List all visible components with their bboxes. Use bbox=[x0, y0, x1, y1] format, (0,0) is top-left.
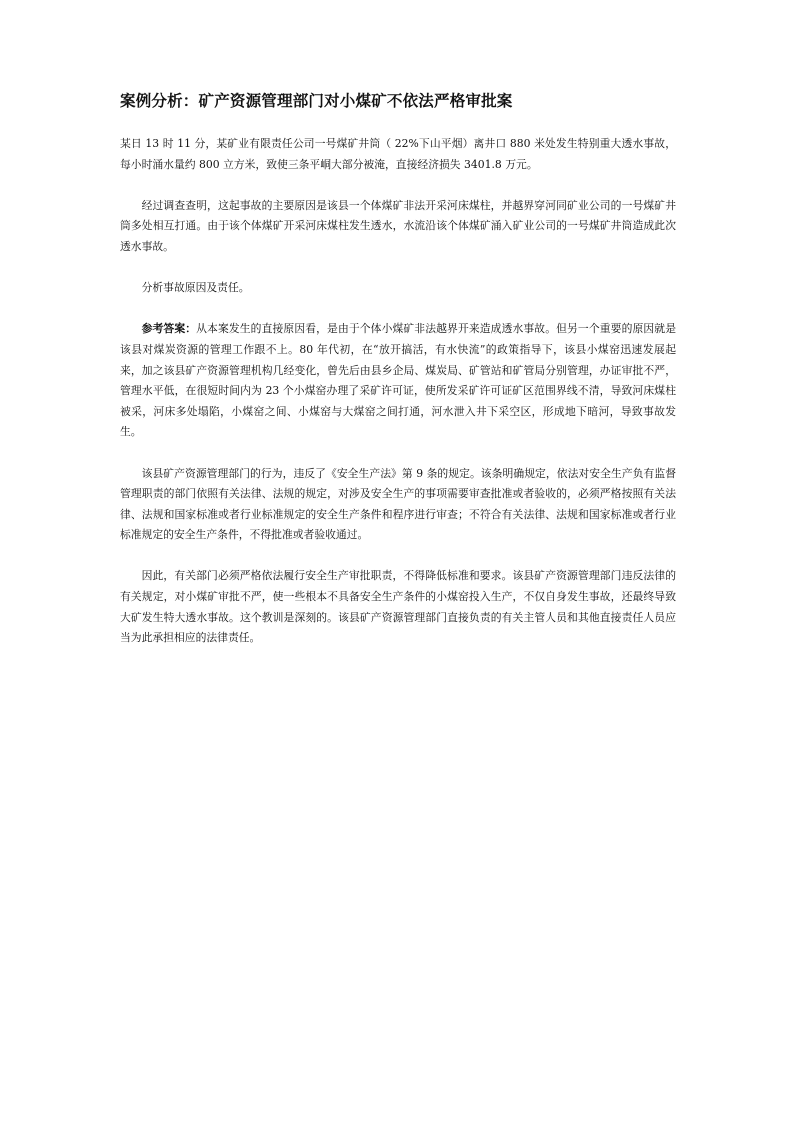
paragraph-text: 分析事故原因及责任。 bbox=[141, 281, 250, 295]
paragraph-law bbox=[120, 464, 676, 546]
paragraph-text: 该县矿产资源管理部门的行为，违反了《安全生产法》第 9 条的规定。该条明确规定，依法对安全生产负有监督管理职责的部门依照有关法律、法规的规定，对涉及安全生产的事项需要审查批准或者验收的，必须严格按照有关法律、法规和国家标准或者行业标准规定的安全生产条件和程序进行审查；不符合有关法律、法规和国家标准或者行业标准规定的安全生产条件，不得批准或者验收通过。 bbox=[120, 466, 676, 542]
paragraph-incident bbox=[120, 134, 676, 175]
paragraph-text: 从本案发生的直接原因看，是由于个体小煤矿非法越界开来造成透水事故。但另一个重要的原因就是该县对煤炭资源的管理工作跟不上。80 年代初，在“放开搞活，有水快流”的政策指导下，该县小煤窑迅速发展起来，加之该县矿产资源管理机构几经变化，曾先后由县乡企局、煤炭局、矿管站和矿管局分别管理，办证审批不严，管理水平低，在很短时间内为 23 个小煤窑办理了采矿许可证，使所发采矿许可证矿区范围界线不清，导致河床煤柱被采，河床多处塌陷，小煤窑之间、小煤窑与大煤窑之间打通，河水泄入井下采空区，形成地下暗河，导致事故发生。 bbox=[120, 322, 677, 439]
paragraph-text: 某日 13 时 11 分，某矿业有限责任公司一号煤矿井筒（ 22%下山平烟）离井口 880 米处发生特别重大透水事故，每小时涌水量约 800 立方米，致使三条平峒大部分被淹，直接经济损失 3401.8 万元。 bbox=[120, 137, 676, 171]
paragraph-answer bbox=[120, 319, 676, 443]
document-page bbox=[120, 90, 676, 669]
paragraph-investigation bbox=[120, 196, 676, 258]
paragraph-conclusion bbox=[120, 566, 676, 648]
answer-label: 参考答案： bbox=[141, 322, 197, 336]
paragraph-text: 经过调查查明，这起事故的主要原因是该县一个体煤矿非法开采河床煤柱，并越界穿河同矿业公司的一号煤矿井筒多处相互打通。由于该个体煤矿开采河床煤柱发生透水，水流沿该个体煤矿涌入矿业公司的一号煤矿井筒造成此次透水事故。 bbox=[120, 198, 676, 253]
document-title: 案例分析：矿产资源管理部门对小煤矿不依法严格审批案 bbox=[120, 92, 513, 110]
paragraph-question bbox=[120, 278, 676, 299]
paragraph-text: 因此，有关部门必须严格依法履行安全生产审批职责，不得降低标准和要求。该县矿产资源管理部门违反法律的有关规定，对小煤矿审批不严，使一些根本不具备安全生产条件的小煤窑投入生产，不仅自身发生事故，还最终导致大矿发生特大透水事故。这个教训是深刻的。该县矿产资源管理部门直接负责的有关主管人员和其他直接责任人员应当为此承担相应的法律责任。 bbox=[120, 569, 676, 645]
